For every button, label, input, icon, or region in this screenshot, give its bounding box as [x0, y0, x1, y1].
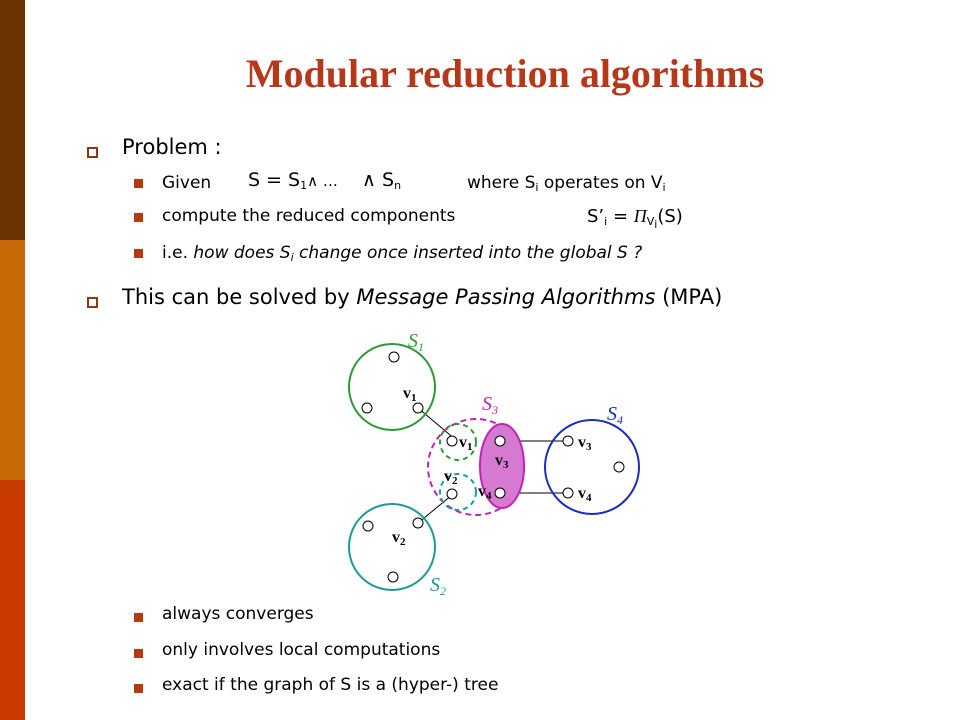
- set-s4-circle: [545, 420, 639, 514]
- var-label-v3-s3: v3: [495, 452, 509, 471]
- variable-node: [388, 572, 398, 582]
- variable-node: [563, 436, 573, 446]
- given-text: Given: [162, 173, 212, 193]
- projection-formula: $S’_i = \Pi_{V_i}(S)$: [587, 206, 683, 231]
- compute-text: compute the reduced components: [162, 206, 456, 226]
- bullet-icon: [134, 613, 143, 622]
- variable-node: [495, 436, 505, 446]
- property-converges: always converges: [162, 604, 314, 624]
- variable-node: [447, 436, 457, 446]
- set-label-s1: $S_1$: [408, 330, 424, 354]
- var-label-v1: v1: [403, 385, 417, 404]
- ie-text: i.e. how does $S_i$ change once inserted into the global S ?: [162, 243, 643, 264]
- property-exact-tree: exact if the graph of S is a (hyper-) tree: [162, 675, 499, 695]
- variable-node: [563, 488, 573, 498]
- set-label-s2: $S_2$: [430, 574, 446, 598]
- var-label-v4-s4: v4: [578, 485, 592, 504]
- variable-node: [413, 518, 423, 528]
- variable-node: [495, 488, 505, 498]
- bullet-icon: [134, 684, 143, 693]
- variable-node: [413, 403, 423, 413]
- conjunction-formula: $S = S_1\wedge$ … ∧ $S_n$: [248, 169, 402, 192]
- mpa-text: This can be solved by Message Passing Algorithms (MPA): [122, 285, 723, 309]
- var-label-v3-s4: v3: [578, 434, 592, 453]
- property-local: only involves local computations: [162, 640, 441, 660]
- set-label-s3: $S_3$: [482, 393, 498, 417]
- variable-node: [363, 521, 373, 531]
- var-label-v2: v2: [392, 529, 406, 548]
- set-label-s4: $S_4$: [607, 403, 623, 427]
- where-clause: where $S_i$ operates on $V_i$: [467, 173, 666, 194]
- edge-s2-s3: [418, 495, 452, 523]
- variable-node: [362, 403, 372, 413]
- bullet-icon: [134, 649, 143, 658]
- slide-title: Modular reduction algorithms: [245, 51, 765, 96]
- var-label-v1-sep: v1: [459, 434, 473, 453]
- var-label-v4-s3: v4: [478, 483, 492, 502]
- problem-label: Problem :: [122, 135, 222, 159]
- var-label-v2-sep: v2: [444, 468, 458, 487]
- variable-node: [447, 489, 457, 499]
- edge-s1-s3: [418, 408, 456, 440]
- variable-node: [389, 352, 399, 362]
- variable-node: [614, 462, 624, 472]
